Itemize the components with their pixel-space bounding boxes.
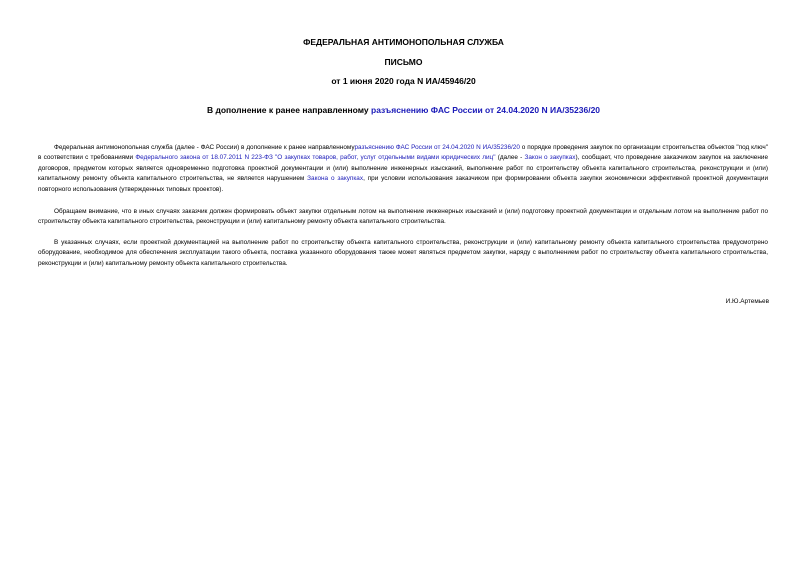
paragraph-1-text-4: ), сообщает, что проведение заказчиком закупок на заключение договоров, предметом которых является одновременно подготовка проектной документации и (или) выполнение инженерных изысканий, выполнение работ по строительству объекта капитального строительства, реконструкции и (или) капитальному ремонту объекта капитального строительства, не является нарушением	[38, 154, 769, 183]
paragraph-1	[38, 143, 768, 195]
subject-link[interactable]: разъяснению ФАС России от 24.04.2020 N ИА/35236/20	[371, 105, 601, 115]
document-date: от 1 июня 2020 года N ИА/45946/20	[331, 76, 476, 86]
paragraph-1-text-1: Федеральная антимонопольная служба (далее - ФАС России) в дополнение к ранее направленному	[54, 144, 355, 151]
organization-title: ФЕДЕРАЛЬНАЯ АНТИМОНОПОЛЬНАЯ СЛУЖБА	[303, 37, 504, 47]
paragraph-1-text-5: , при условии использования заказчиком при формировании объекта закупки экономически эффективной проектной документации повторного использования (утвержденных типовых проектов).	[38, 175, 769, 193]
link-procurement-law-2[interactable]: Закона о закупках	[307, 175, 364, 183]
link-federal-law[interactable]: Федерального закона от 18.07.2011 N 223-ФЗ "О закупках товаров, работ, услуг отдельными видами юридических лиц"	[135, 154, 496, 162]
paragraph-2-text: Обращаем внимание, что в иных случаях заказчик должен формировать объект закупки отдельным лотом на выполнение инженерных изысканий и (или) подготовку проектной документации и отдельным лотом на выполнение работ по строительству объекта капитального строительства, реконструкции и (или) капитальному ремонту объекта капитального строительства.	[38, 208, 768, 226]
signature: И.Ю.Артемьев	[725, 298, 769, 305]
paragraph-3-text: В указанных случаях, если проектной документацией на выполнение работ по строительству объекта капитального строительства, реконструкции и (или) капитальному ремонту объекта капитального строительства предусмотрено оборудование, необходимое для обеспечения эксплуатации такого объекта, поставка указанного оборудования также может являться предметом закупки, наряду с выполнением работ по строительству объекта капитального строительства, реконструкции и (или) капитальному ремонту объекта капитального строительства.	[38, 239, 768, 267]
paragraph-3	[38, 238, 768, 269]
subject-prefix: В дополнение к ранее направленному	[206, 105, 372, 115]
link-clarification[interactable]: разъяснению ФАС России от 24.04.2020 N ИА/35236/20	[354, 144, 520, 151]
link-procurement-law[interactable]: Закон о закупках	[524, 154, 576, 162]
paragraph-1-text-2: о порядке проведения закупок по организации строительства объектов "под ключ" в соответствии с требованиями	[38, 144, 769, 162]
paragraph-1-text-3: (далее -	[495, 154, 525, 162]
document-type: ПИСЬМО	[384, 57, 423, 67]
document-subject	[0, 105, 807, 115]
paragraph-2	[38, 207, 768, 228]
